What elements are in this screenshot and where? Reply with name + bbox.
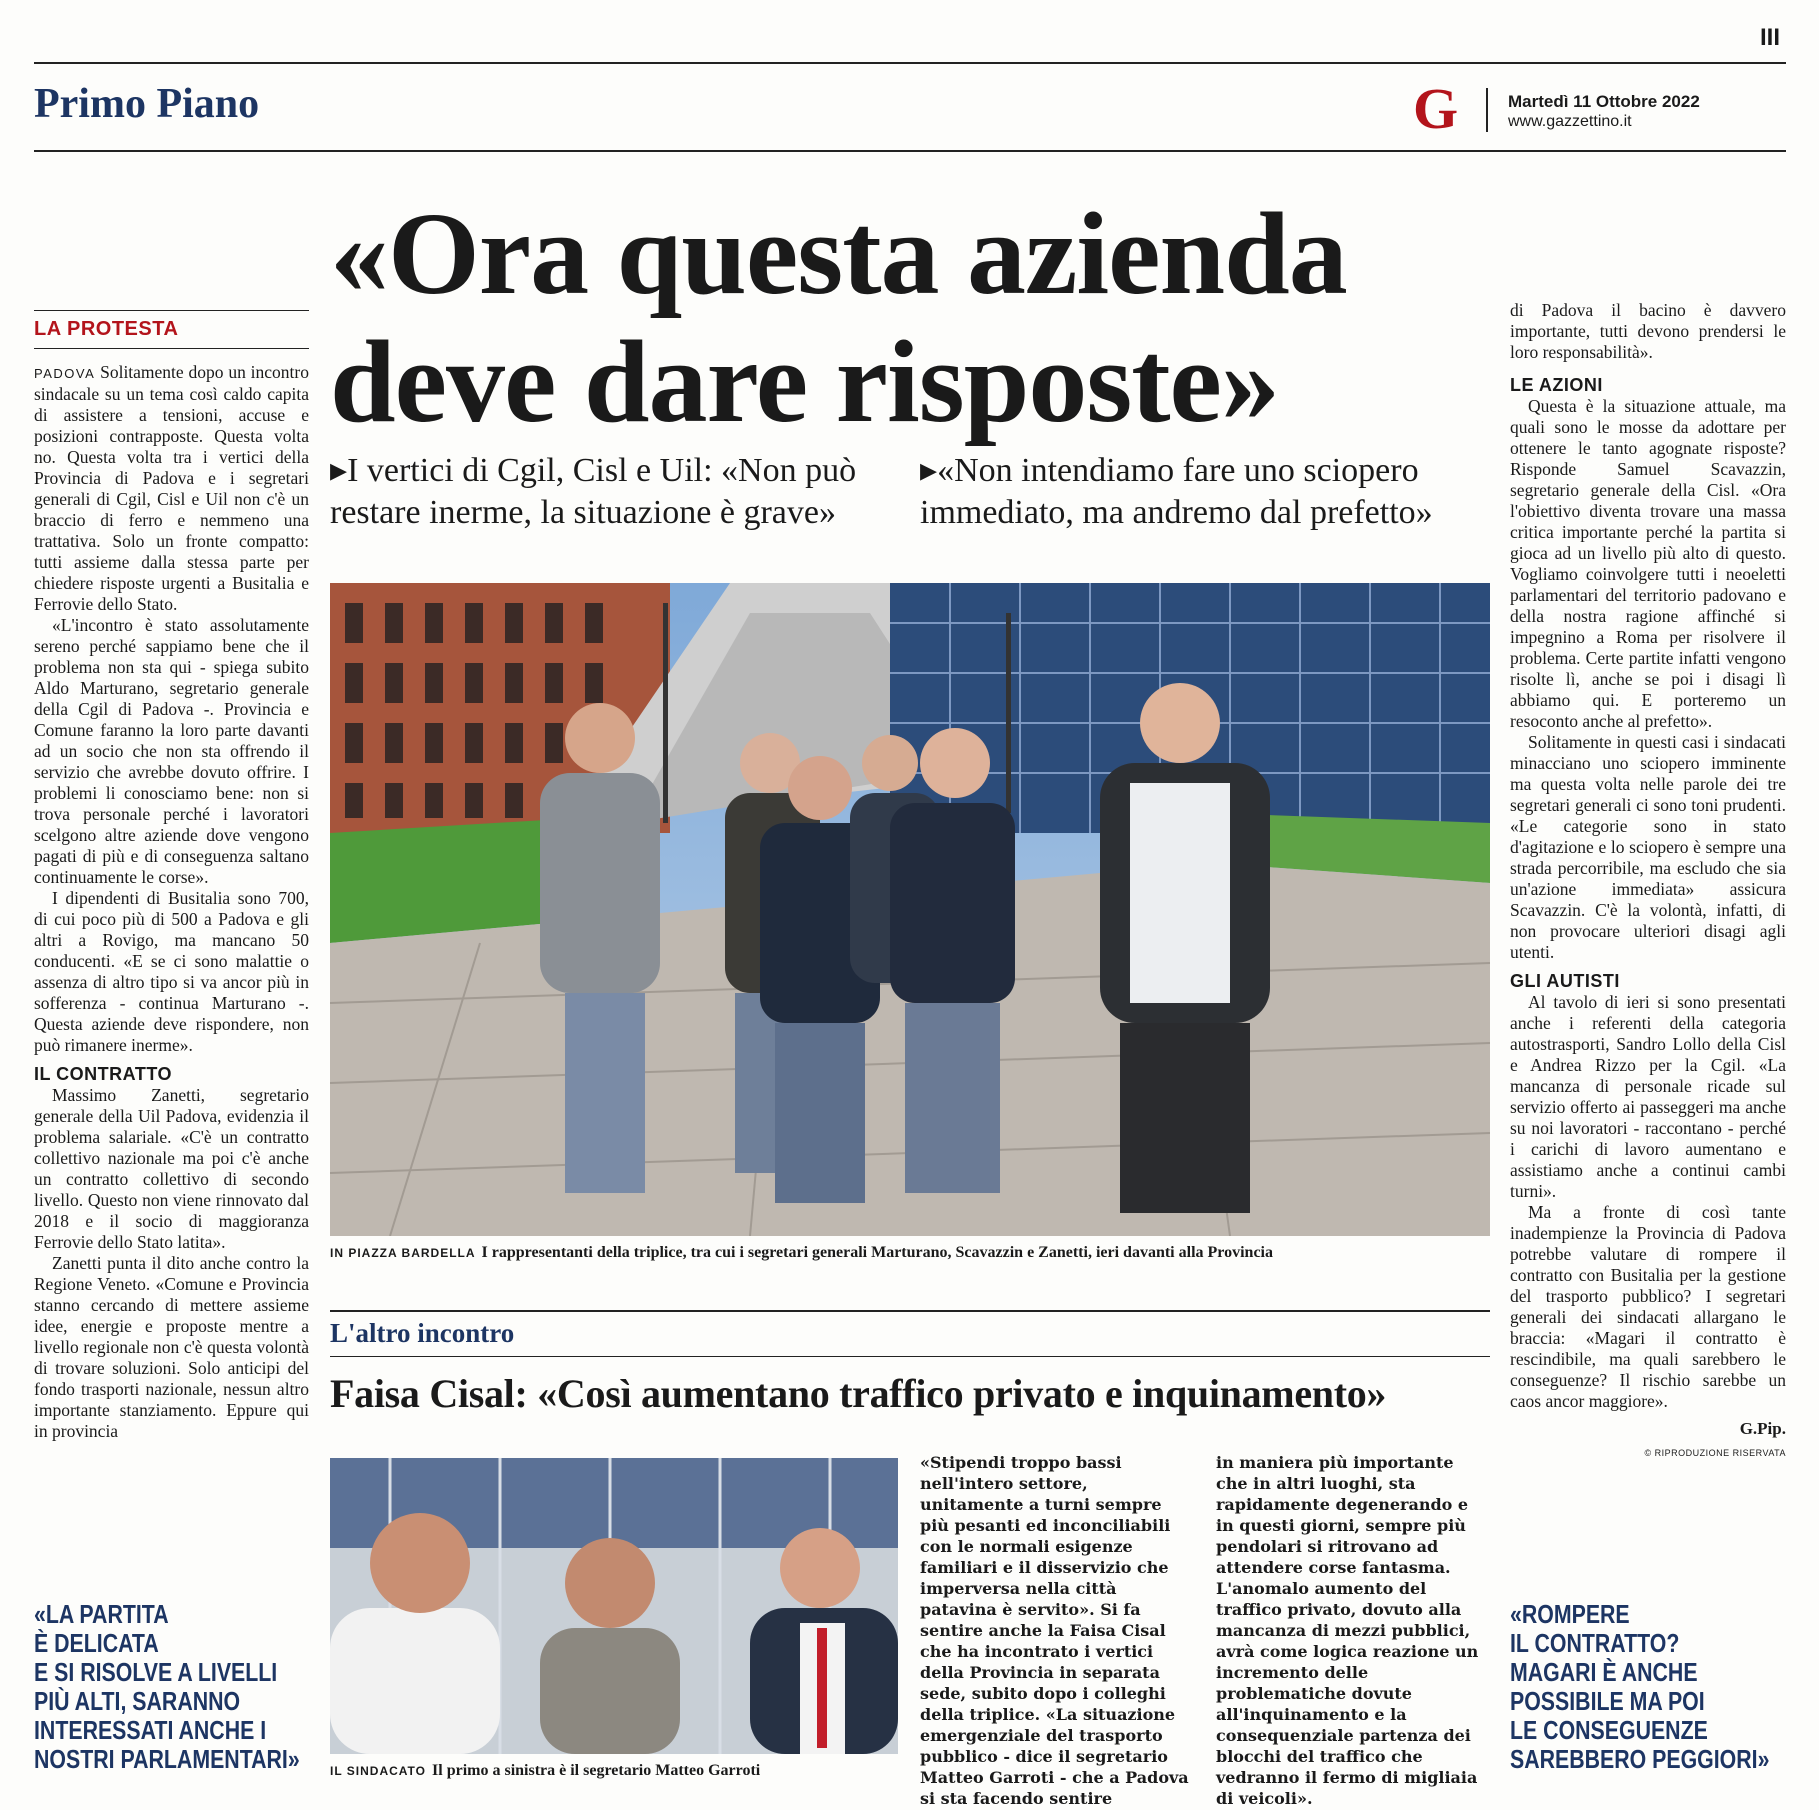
quote-line: MAGARI È ANCHE bbox=[1510, 1657, 1698, 1687]
left-p3: I dipendenti di Busitalia sono 700, di cui poco più di 500 a Padova e gli altri a Rovigo, ma mancano 50 conducenti. «E se ci sono malattie o assenza di altro tipo si va ancor più in sofferenza - continua Marturano -. Questa aziende deve rispondere, non può rimanere inerme». bbox=[34, 888, 309, 1055]
newspaper-logo: G bbox=[1413, 76, 1459, 141]
quote-line: SAREBBERO PEGGIORI» bbox=[1510, 1744, 1770, 1774]
quote-line: LE CONSEGUENZE bbox=[1510, 1715, 1708, 1745]
main-photo-caption bbox=[330, 1244, 1490, 1262]
subhead-right: ▸«Non intendiamo fare uno sciopero immediato, ma andremo dal prefetto» bbox=[920, 452, 1433, 531]
dateline: PADOVA bbox=[34, 366, 96, 381]
header-rule bbox=[34, 150, 1786, 152]
page-number: III bbox=[1760, 24, 1781, 51]
second-photo bbox=[330, 1458, 898, 1754]
kicker-la-protesta: LA PROTESTA bbox=[34, 318, 179, 340]
left-kicker-rule bbox=[34, 348, 309, 349]
left-column-rule bbox=[34, 310, 309, 311]
kicker-le-azioni: LE AZIONI bbox=[1510, 375, 1603, 395]
logo-separator bbox=[1486, 88, 1488, 132]
left-p1: Solitamente dopo un incontro sindacale su un tema così caldo capita di assistere a tensioni, accuse e posizioni contrapposte. Questa volta no. Questa volta tra i vertici della Provincia di Padova e i segretari generali di Cgil, Cisl e Uil non c'è un braccio di ferro e nemmeno una trattativa. Solo un fronte compatto: tutti assieme dalla stessa parte per chiedere risposte urgenti a Busitalia e Ferrovie dello Stato. bbox=[34, 362, 309, 614]
caption-label: IL SINDACATO bbox=[330, 1764, 427, 1778]
quote-line: È DELICATA bbox=[34, 1628, 159, 1658]
issue-date: Martedì 11 Ottobre 2022 bbox=[1508, 92, 1700, 111]
subhead-left: ▸I vertici di Cgil, Cisl e Uil: «Non può restare inerme, la situazione è grave» bbox=[330, 452, 857, 531]
right-p2: Solitamente in questi casi i sindacati minacciano uno sciopero imminente ma questa volta nelle parole dei tre segretari generali ci sono toni prudenti. «Le categorie sono in stato d'agitazione e lo sciopero è sempre una strada percorribile, ma escludo che sia un'azione immediata» assicura Scavazzin. C'è la volontà, infatti, di non provocare ulteriori disagi agli utenti. bbox=[1510, 732, 1786, 962]
headline-line-1: «Ora questa azienda bbox=[330, 188, 1347, 319]
quote-line: NOSTRI PARLAMENTARI» bbox=[34, 1744, 300, 1774]
pull-quote-left bbox=[34, 1600, 300, 1774]
second-story-section: L'altro incontro bbox=[330, 1318, 515, 1348]
left-column-text bbox=[34, 362, 309, 1442]
quote-line: POSSIBILE MA POI bbox=[1510, 1686, 1705, 1716]
right-p1: Questa è la situazione attuale, ma quali sono le mosse da adottare per ottenere le tanto agognate risposte? Risponde Samuel Scavazzin, segretario generale della Cisl. «Ora l'obiettivo diventa trovare una massa critica importante perché la partita si gioca ad un livello più alto di questo. Vogliamo coinvolgere tutti i neoeletti parlamentari del territorio padovano e della nostra ragione affinché si impegnino a Roma per risolvere il problema. Certe partite infatti vengono risolte lì, anche se poi i disagi lì abbiamo qui. E porteremo un resoconto anche al prefetto». bbox=[1510, 396, 1786, 731]
caption-label: IN PIAZZA BARDELLA bbox=[330, 1246, 476, 1260]
main-photo bbox=[330, 583, 1490, 1236]
right-p4: Ma a fronte di così tante inadempienze la Provincia di Padova potrebbe valutare di rompere il contratto con Busitalia per la gestione del trasporto pubblico? I segretari generali dei sindacati allargano le braccia: «Magari il contratto è rescindibile, ma quali sarebbero le conseguenze? Il rischio sarebbe un caos ancor maggiore». bbox=[1510, 1202, 1786, 1411]
right-column-text bbox=[1510, 300, 1786, 1464]
right-p0: di Padova il bacino è davvero importante, tutti devono prendersi le loro responsabilità». bbox=[1510, 300, 1786, 362]
quote-line: «ROMPERE bbox=[1510, 1599, 1630, 1629]
top-rule bbox=[34, 62, 1786, 64]
main-headline bbox=[330, 190, 1490, 446]
reserved-notice: © RIPRODUZIONE RISERVATA bbox=[1644, 1448, 1786, 1458]
kicker-il-contratto: IL CONTRATTO bbox=[34, 1064, 172, 1084]
quote-line: PIÙ ALTI, SARANNO bbox=[34, 1686, 241, 1716]
second-story-rule bbox=[330, 1310, 1490, 1312]
left-p5: Zanetti punta il dito anche contro la Regione Veneto. «Comune e Provincia stanno cercando di mettere assieme idee, energie e proposte mentre a livello regionale non c'è questa volontà di trovare soluzioni. Solo anticipi del fondo trasporti nazionale, nessun altro importante stanziamento. Eppure qui in provincia bbox=[34, 1253, 309, 1441]
caption-text: Il primo a sinistra è il segretario Matteo Garroti bbox=[432, 1762, 761, 1779]
quote-line: INTERESSATI ANCHE I bbox=[34, 1715, 267, 1745]
right-p3: Al tavolo di ieri si sono presentati anche i referenti della categoria autostrasporti, Sandro Lollo della Cisl e Andrea Rizzo per la Cgil. «La mancanza di personale ricade sul servizio offerto ai passeggeri ma anche su noi lavoratori - raccontano - perché i carichi di lavoro aumentano e assistiamo anche a continui cambi turni». bbox=[1510, 992, 1786, 1201]
quote-line: «LA PARTITA bbox=[34, 1599, 169, 1629]
second-story-headline: Faisa Cisal: «Così aumentano traffico privato e inquinamento» bbox=[330, 1371, 1387, 1416]
second-story-col-1: «Stipendi troppo bassi nell'intero settore, unitamente a turni sempre più pesanti ed inconciliabili con le normali esigenze familiari e il disservizio che imperversa nella città patavina è servito». Si fa sentire anche la Faisa Cisal che ha incontrato i vertici della Provincia in separata sede, subito dopo i colleghi della triplice. «La situazione emergenziale del trasporto pubblico - dice il segretario Matteo Garroti - che a Padova si sta facendo sentire bbox=[920, 1453, 1189, 1808]
second-story-col-2: in maniera più importante che in altri luoghi, sta rapidamente degenerando e in questi giorni, sempre più pendolari si ritrovano ad attendere corse fantasma. L'anomalo aumento del traffico privato, dovuto alla mancanza di mezzi pubblici, avrà come logica reazione un incremento delle problematiche dovute all'inquinamento e la consequenziale partenza dei blocchi del traffico che vedranno il fermo di migliaia di veicoli». bbox=[1216, 1453, 1479, 1808]
pull-quote-right bbox=[1510, 1600, 1769, 1774]
second-photo-caption bbox=[330, 1762, 898, 1780]
second-story-rule-2 bbox=[330, 1356, 1490, 1357]
quote-line: IL CONTRATTO? bbox=[1510, 1628, 1680, 1658]
quote-line: E SI RISOLVE A LIVELLI bbox=[34, 1657, 278, 1687]
second-photo-illustration bbox=[330, 1458, 898, 1754]
kicker-gli-autisti: GLI AUTISTI bbox=[1510, 971, 1620, 991]
left-p2: «L'incontro è stato assolutamente sereno perché sappiamo bene che il problema non sta qui - spiega subito Aldo Marturano, segretario generale della Cgil di Padova -. Provincia e Comune faranno la loro parte davanti ad un socio che non sta offrendo il servizio che avrebbe dovuto offrire. I problemi li conosciamo bene: non si trova personale perché i lavoratori scelgono altre aziende dove vengono pagati di più e di conseguenza saltano continuamente le corse». bbox=[34, 615, 309, 887]
main-photo-illustration bbox=[330, 583, 1490, 1236]
website-url: www.gazzettino.it bbox=[1508, 113, 1632, 130]
author-signature: G.Pip. bbox=[1739, 1419, 1786, 1438]
caption-text: I rappresentanti della triplice, tra cui i segretari generali Marturano, Scavazzin e Zanetti, ieri davanti alla Provincia bbox=[481, 1244, 1273, 1261]
left-p4: Massimo Zanetti, segretario generale della Uil Padova, evidenzia il problema salariale. «C'è un contratto collettivo nazionale ma poi c'è anche un contratto collettivo di secondo livello. Questo non viene rinnovato dal 2018 e il socio di maggioranza Ferrovie dello Stato latita». bbox=[34, 1085, 309, 1252]
headline-line-2: deve dare risposte» bbox=[330, 316, 1279, 447]
section-title: Primo Piano bbox=[34, 81, 260, 127]
